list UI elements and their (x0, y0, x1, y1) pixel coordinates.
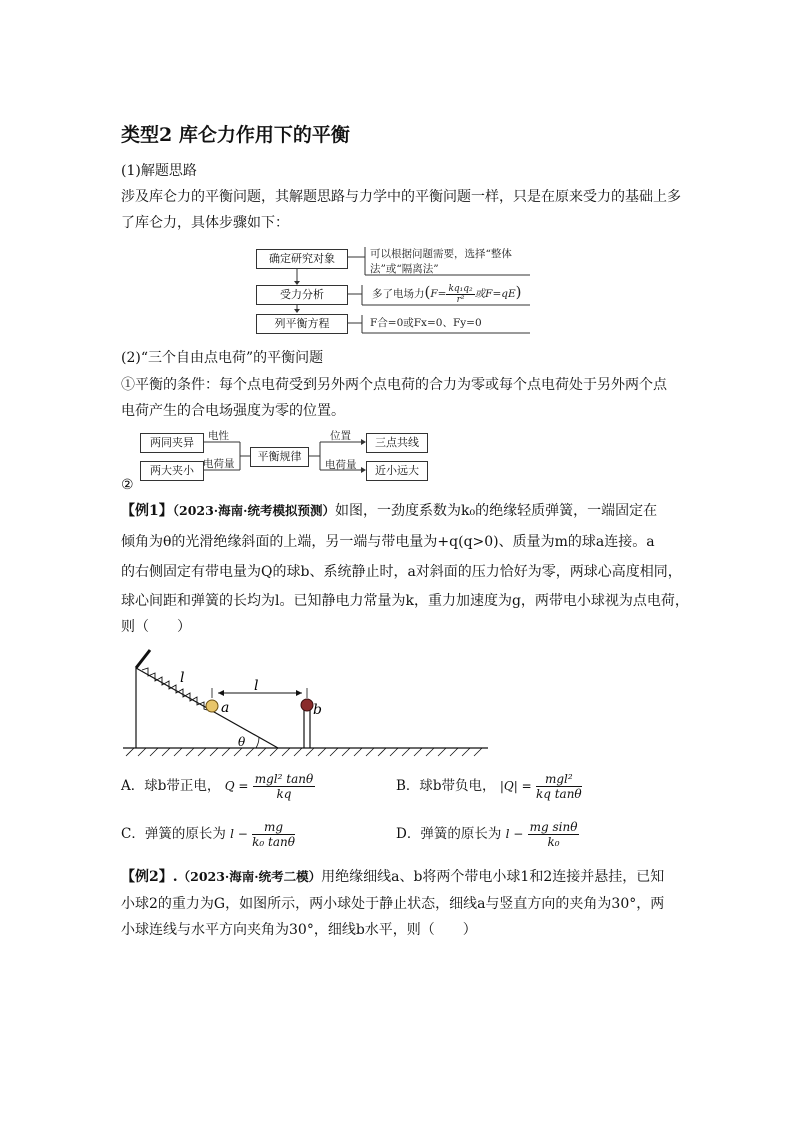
ball-a (206, 700, 218, 712)
option-a-num: mgl² tanθ (254, 772, 314, 786)
option-b-den: kq tanθ (535, 787, 582, 801)
ex1-incline-figure (118, 640, 498, 760)
spring-mount (136, 650, 150, 668)
ex2-line2: 小球2的重力为G，如图所示，两小球处于静止状态，细线a与竖直方向的夹角为30°，两 (121, 896, 665, 912)
spring (142, 668, 207, 710)
ex2-tag: 【例2】. (121, 869, 178, 885)
option-d-lhs: l − (505, 827, 524, 841)
ex2-source: （2023·海南·统考二模） (177, 869, 322, 884)
flow-note2-den: r² (456, 294, 465, 305)
fig-label-b: b (313, 702, 322, 718)
option-d[interactable] (396, 820, 579, 849)
ex2-line3: 小球连线与水平方向夹角为30°，细线b水平，则（ ） (121, 922, 477, 938)
sec2-heading: (2)“三个自由点电荷”的平衡问题 (121, 350, 324, 366)
flow2-label-charge-amount-right: 电荷量 (325, 459, 357, 471)
option-b-lhs: |Q| = (499, 779, 532, 793)
fig-label-theta: θ (238, 735, 246, 749)
ex1-line5: 则（ ） (121, 619, 191, 635)
flow-note2-f: F= (430, 288, 447, 300)
flow-note3: F合=0或Fx=0、Fy=0 (370, 317, 482, 329)
option-a-lhs: Q = (224, 779, 249, 793)
sec1-para-line1: 涉及库仑力的平衡问题，其解题思路与力学中的平衡问题一样，只是在原来受力的基础上多 (121, 189, 681, 205)
ground-hatching (126, 748, 482, 756)
flow2-box-collinear: 三点共线 (366, 433, 428, 453)
fig-label-distance: l (254, 678, 259, 694)
flow2-label-position: 位置 (330, 430, 351, 442)
flow2-box-balance-rule: 平衡规律 (250, 447, 309, 467)
angle-arc (256, 737, 259, 748)
section-title: 类型2 库仑力作用下的平衡 (121, 124, 350, 146)
flow-note2-suffix: 或F=qE (474, 288, 516, 300)
option-a-text: A．球b带正电， (121, 778, 221, 794)
option-d-den: k₀ (547, 835, 560, 849)
ex1-line1 (121, 500, 657, 522)
flow2-label-charge-amount-left: 电荷量 (203, 458, 235, 470)
flow-box-equations: 列平衡方程 (256, 314, 348, 334)
option-b-num: mgl² (536, 772, 582, 787)
flow-note2: 多了电场力(F= $\frac{\text{kq₁q₂}}{\text{r²}}$ 或F=qE) (372, 283, 522, 305)
ex2-text-line1: 用绝缘细线a、b将两个带电小球1和2连接并悬挂，已知 (321, 869, 665, 885)
ex1-line3: 的右侧固定有带电量为Q的球b、系统静止时，a对斜面的压力恰好为零，两球心高度相同， (121, 564, 682, 580)
ball-b (301, 699, 313, 711)
ex1-line4: 球心间距和弹簧的长均为l。已知静电力常量为k，重力加速度为g，两带电小球视为点电荷， (121, 593, 689, 609)
flow-box-identify-object: 确定研究对象 (256, 249, 348, 269)
option-d-text: D．弹簧的原长为 (396, 826, 502, 842)
sec2-item1-line2: 电荷产生的合电场强度为零的位置。 (121, 403, 345, 419)
flow2-box-big-sandwich: 两大夹小 (140, 461, 204, 481)
ex1-tag: 【例1】 (121, 503, 173, 519)
ex1-text-line1: 如图，一劲度系数为k₀的绝缘轻质弹簧，一端固定在 (335, 503, 658, 519)
ex2-line1 (121, 866, 664, 888)
sec1-heading: (1)解题思路 (121, 163, 197, 179)
sec1-para-line2: 了库仑力，具体步骤如下： (121, 215, 289, 231)
option-b-text: B．球b带负电， (396, 778, 496, 794)
fig-label-spring-length: l (180, 670, 185, 686)
flow-box-force-analysis: 受力分析 (256, 285, 348, 305)
option-d-num: mg sinθ (529, 820, 578, 834)
flow-note1-line1: 可以根据问题需要，选择“整体 (370, 248, 512, 260)
ex1-line2: 倾角为θ的光滑绝缘斜面的上端，另一端与带电量为+q(q>0)、质量为m的球a连接。a (121, 534, 655, 550)
option-c-text: C．弹簧的原长为 (121, 826, 226, 842)
flow2-label-charge-sign: 电性 (208, 430, 229, 442)
option-c[interactable] (121, 820, 295, 849)
option-c-den: k₀ tanθ (252, 835, 295, 849)
option-a[interactable] (121, 772, 315, 801)
fig-label-a: a (221, 700, 230, 716)
option-a-den: kq (276, 787, 292, 801)
flow-note2-num: kq₁q₂ (448, 283, 473, 294)
ex1-source: （2023·海南·统考模拟预测） (172, 503, 335, 518)
option-b[interactable] (396, 772, 582, 801)
flow-note1-line2: 法”或“隔离法” (370, 263, 439, 275)
flow-note2-prefix: 多了电场力 (372, 288, 425, 300)
sec2-item1-line1: ①平衡的条件：每个点电荷受到另外两个点电荷的合力为零或每个点电荷处于另外两个点 (121, 377, 667, 393)
flow2-box-same-sandwich: 两同夹异 (140, 433, 204, 453)
sec2-item2-marker: ② (121, 477, 134, 493)
option-c-num: mg (252, 820, 295, 835)
flow2-box-near-small-far-big: 近小远大 (366, 461, 428, 481)
option-c-lhs: l − (230, 827, 248, 841)
